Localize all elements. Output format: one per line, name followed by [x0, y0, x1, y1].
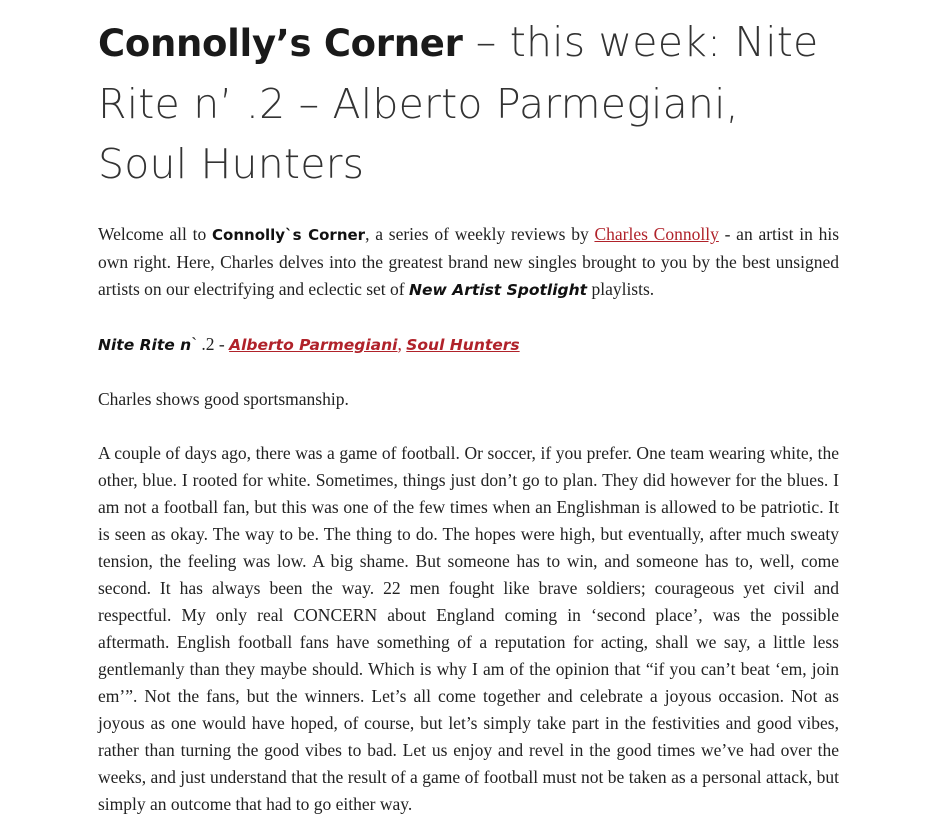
artist-separator: ,	[397, 334, 402, 354]
track-line	[98, 331, 839, 359]
intro-paragraph	[98, 221, 839, 304]
article	[98, 12, 839, 817]
intro-brand: Connolly`s Corner	[212, 226, 366, 244]
track-suffix: ` .2 -	[191, 334, 230, 354]
body-paragraph: A couple of days ago, there was a game of football. Or soccer, if you prefer. One team wearing white, the other, blue. I rooted for white. Sometimes, things just don’t go to plan. They did however for the blues. I am not a football fan, but this was one of the few times when an Englishman is allowed to be patriotic. It is seen as okay. The way to be. The thing to do. The hopes were high, but eventually, after much sweaty tension, the feeling was low. A big shame. But someone has to win, and someone has to, well, come second. It has always been the way. 22 men fought like brave soldiers; courageous yet civil and respectful. My only real CONCERN about England coming in ‘second place’, was the possible aftermath. English football fans have something of a reputation for acting, shall we say, a little less gentlemanly than they maybe should. Which is why I am of the opinion that “if you can’t beat ‘em, join em’”. Not the fans, but the winners. Let’s all come together and celebrate a joyous occasion. Not as joyous as one would have hoped, of course, but let’s simply take part in the festivities and good vibes, rather than turning the good vibes to bad. Let us enjoy and revel in the good times we’ve had over the weeks, and just understand that the result of a game of football must not be taken as a personal attack, but simply an outcome that had to go either way.	[98, 443, 839, 814]
intro-after-link: - an artist in his own right. Here, Charles delves into the greatest brand new singles brought to you by the best unsigned artists on our electrifying and eclectic set of	[98, 224, 840, 299]
track-name: Nite Rite n	[98, 336, 192, 354]
author-link[interactable]: Charles Connolly	[594, 224, 719, 244]
intro-lead: Welcome all to	[98, 224, 213, 244]
title-rest: this week: Nite Rite n’ .2 – Alberto Parmegiani, Soul Hunters	[98, 18, 819, 188]
intro-ending: playlists.	[587, 279, 655, 299]
artist-link-alberto-parmegiani[interactable]: Alberto Parmegiani	[229, 336, 398, 354]
title-brand: Connolly’s Corner	[98, 22, 463, 65]
playlist-name: New Artist Spotlight	[409, 281, 588, 299]
artist-link-soul-hunters[interactable]: Soul Hunters	[406, 336, 520, 354]
intro-series-text: , a series of weekly reviews by	[365, 224, 595, 244]
title-dash: –	[462, 18, 510, 66]
article-title	[98, 12, 839, 194]
summary-paragraph: Charles shows good sportsmanship.	[98, 389, 349, 409]
